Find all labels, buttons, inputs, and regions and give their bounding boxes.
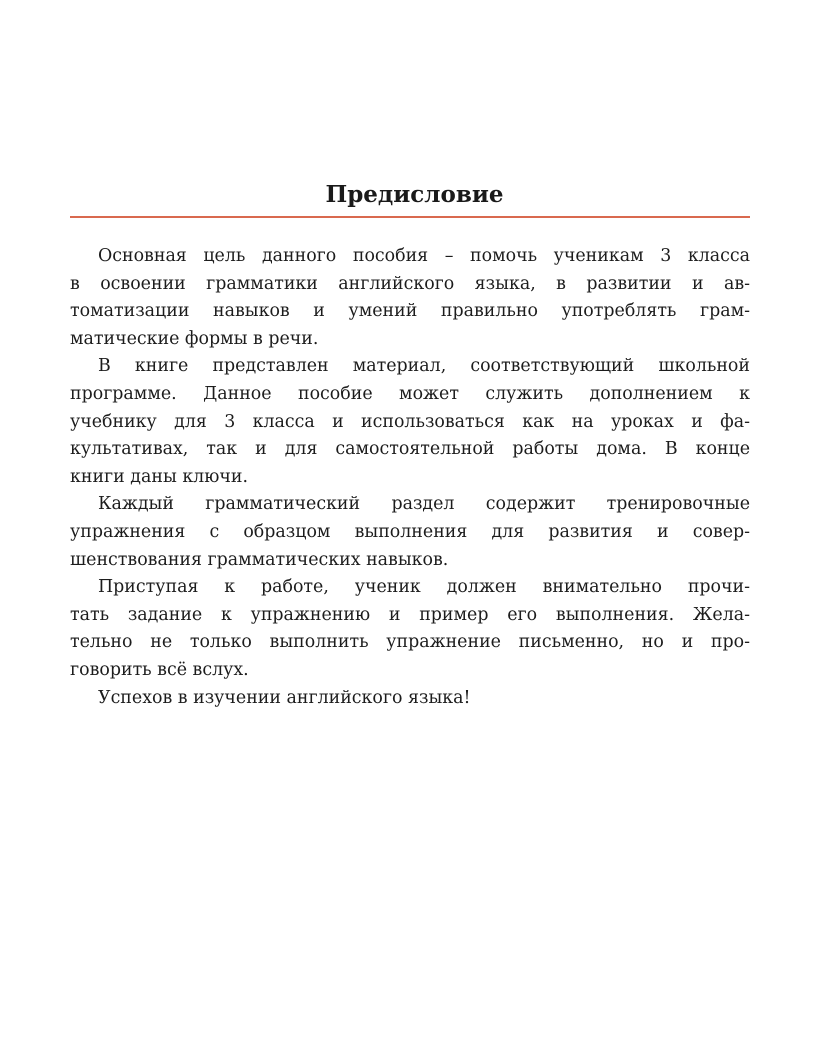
text-line: тать задание к упражнению и пример его выполнения. Жела- (70, 604, 750, 625)
text-line: книги даны ключи. (70, 466, 248, 487)
preface-text (70, 243, 750, 712)
text-line: учебнику для 3 класса и использоваться как на уроках и фа- (70, 411, 750, 432)
text-line: говорить всё вслух. (70, 659, 249, 680)
text-line: культативах, так и для самостоятельной работы дома. В конце (70, 439, 750, 460)
page-title: Предисловие (325, 181, 504, 208)
text-line: в освоении грамматики английского языка, в развитии и ав- (70, 273, 750, 294)
text-line: тельно не только выполнить упражнение письменно, но и про- (70, 632, 750, 653)
text-line: В книге представлен материал, соответствующий школьной (98, 356, 750, 377)
text-line: матические формы в речи. (70, 328, 319, 349)
text-line: упражнения с образцом выполнения для развития и совер- (70, 521, 750, 542)
text-line: Успехов в изучении английского языка! (98, 687, 471, 708)
text-line: Каждый грамматический раздел содержит тренировочные (98, 494, 750, 515)
text-line: Приступая к работе, ученик должен внимательно прочи- (98, 577, 750, 598)
text-line: шенствования грамматических навыков. (70, 549, 449, 570)
text-line: томатизации навыков и умений правильно употреблять грам- (70, 301, 750, 322)
title-underline (70, 216, 750, 218)
text-line: Основная цель данного пособия – помочь ученикам 3 класса (98, 246, 750, 266)
text-line: программе. Данное пособие может служить дополнением к (70, 383, 750, 404)
